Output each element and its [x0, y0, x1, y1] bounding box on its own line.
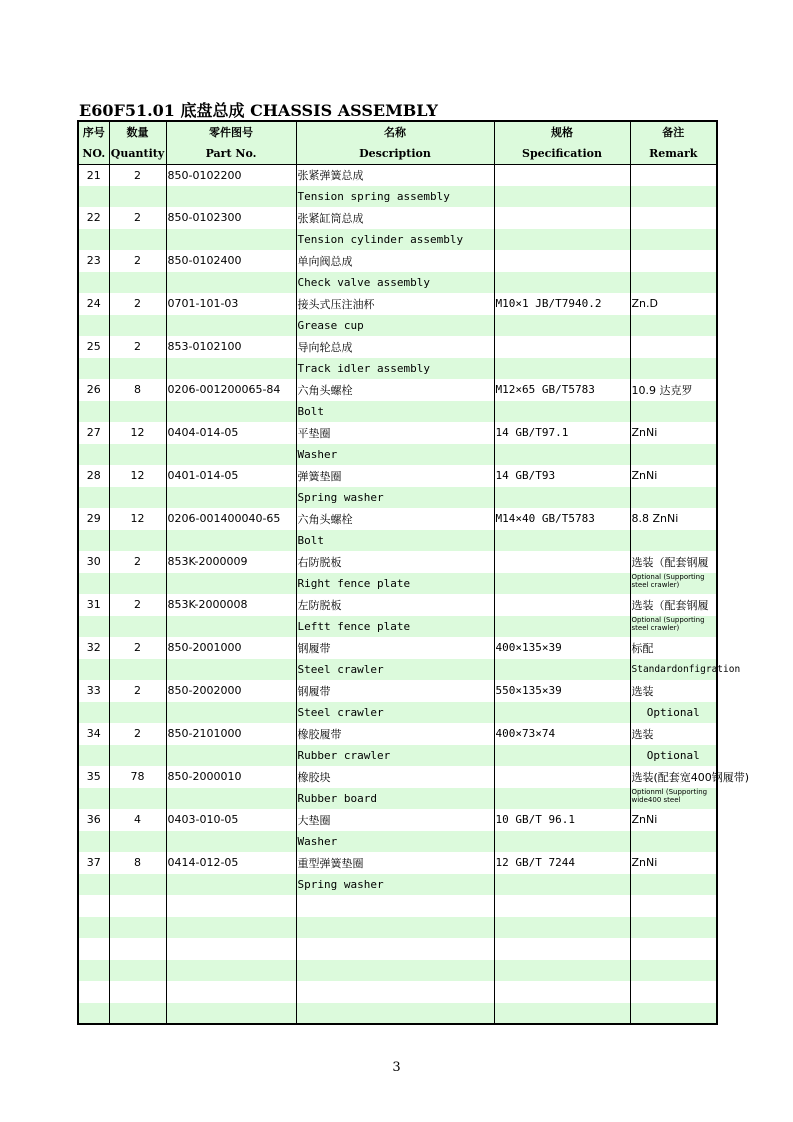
empty-cell	[166, 745, 296, 767]
header-no-en: NO.	[78, 143, 109, 165]
empty-cell	[166, 981, 296, 1003]
empty-cell	[109, 530, 166, 552]
item-quantity: 2	[109, 336, 166, 358]
header-name-cn: 名称	[296, 121, 494, 143]
empty-cell	[78, 895, 109, 917]
table-row-en	[78, 831, 717, 853]
item-remark: ZnNi	[630, 809, 717, 831]
empty-cell	[630, 917, 717, 939]
item-quantity: 12	[109, 508, 166, 530]
item-name-en: Steel crawler	[296, 659, 494, 681]
item-number: 34	[78, 723, 109, 745]
empty-cell	[78, 186, 109, 208]
table-row	[78, 164, 717, 186]
empty-cell	[494, 917, 630, 939]
item-remark	[630, 207, 717, 229]
empty-row	[78, 1003, 717, 1025]
item-remark: Zn.D	[630, 293, 717, 315]
table-row	[78, 680, 717, 702]
item-spec: M14×40 GB/T5783	[494, 508, 630, 530]
item-remark	[630, 164, 717, 186]
empty-cell	[166, 358, 296, 380]
table-row	[78, 852, 717, 874]
empty-cell	[494, 702, 630, 724]
empty-cell	[166, 831, 296, 853]
item-remark: ZnNi	[630, 422, 717, 444]
item-name-cn: 右防脱板	[296, 551, 494, 573]
item-part-number: 850-2002000	[166, 680, 296, 702]
item-name-en: Tension spring assembly	[296, 186, 494, 208]
empty-cell	[166, 659, 296, 681]
empty-cell	[166, 616, 296, 638]
item-quantity: 2	[109, 680, 166, 702]
empty-cell	[494, 186, 630, 208]
item-quantity: 8	[109, 379, 166, 401]
item-number: 32	[78, 637, 109, 659]
empty-cell	[166, 788, 296, 810]
empty-cell	[78, 229, 109, 251]
table-row	[78, 207, 717, 229]
item-number: 23	[78, 250, 109, 272]
empty-cell	[78, 981, 109, 1003]
item-remark: 选装	[630, 680, 717, 702]
empty-cell	[296, 895, 494, 917]
item-name-en: Right fence plate	[296, 573, 494, 595]
header-part-cn: 零件图号	[166, 121, 296, 143]
item-name-en: Spring washer	[296, 874, 494, 896]
empty-cell	[166, 272, 296, 294]
empty-cell	[78, 487, 109, 509]
item-name-en: Track idler assembly	[296, 358, 494, 380]
empty-cell	[109, 745, 166, 767]
empty-cell	[78, 573, 109, 595]
header-remark-cn: 备注	[630, 121, 717, 143]
table-row	[78, 465, 717, 487]
item-remark	[630, 250, 717, 272]
item-name-cn: 单向阀总成	[296, 250, 494, 272]
empty-cell	[78, 1003, 109, 1025]
empty-cell	[109, 831, 166, 853]
item-name-en: Rubber crawler	[296, 745, 494, 767]
empty-cell	[78, 745, 109, 767]
empty-cell	[630, 981, 717, 1003]
empty-cell	[166, 1003, 296, 1025]
empty-cell	[494, 1003, 630, 1025]
empty-cell	[494, 444, 630, 466]
item-part-number: 850-2000010	[166, 766, 296, 788]
item-name-en: Washer	[296, 831, 494, 853]
empty-cell	[296, 981, 494, 1003]
item-quantity: 2	[109, 637, 166, 659]
empty-cell	[109, 616, 166, 638]
empty-cell	[166, 938, 296, 960]
item-number: 37	[78, 852, 109, 874]
empty-cell	[296, 938, 494, 960]
item-quantity: 2	[109, 207, 166, 229]
item-name-en: Washer	[296, 444, 494, 466]
empty-row	[78, 895, 717, 917]
item-quantity: 2	[109, 723, 166, 745]
empty-cell	[78, 874, 109, 896]
item-spec: 14 GB/T97.1	[494, 422, 630, 444]
table-row-en	[78, 487, 717, 509]
table-row-en	[78, 874, 717, 896]
item-remark: ZnNi	[630, 852, 717, 874]
table-row	[78, 551, 717, 573]
empty-cell	[109, 487, 166, 509]
empty-cell	[78, 358, 109, 380]
empty-cell	[494, 960, 630, 982]
empty-cell	[166, 229, 296, 251]
empty-cell	[494, 229, 630, 251]
empty-cell	[630, 1003, 717, 1025]
item-remark-en	[630, 272, 717, 294]
header-qty-cn: 数量	[109, 121, 166, 143]
item-number: 35	[78, 766, 109, 788]
item-quantity: 12	[109, 422, 166, 444]
item-number: 26	[78, 379, 109, 401]
item-spec	[494, 250, 630, 272]
empty-cell	[78, 938, 109, 960]
item-number: 29	[78, 508, 109, 530]
empty-cell	[166, 444, 296, 466]
empty-cell	[166, 917, 296, 939]
item-spec	[494, 766, 630, 788]
item-part-number: 850-0102300	[166, 207, 296, 229]
item-name-en: Steel crawler	[296, 702, 494, 724]
table-row-en	[78, 401, 717, 423]
item-remark-en	[630, 401, 717, 423]
item-spec: 400×73×74	[494, 723, 630, 745]
item-part-number: 0414-012-05	[166, 852, 296, 874]
empty-cell	[494, 530, 630, 552]
empty-cell	[78, 315, 109, 337]
item-spec	[494, 164, 630, 186]
empty-cell	[494, 874, 630, 896]
table-row	[78, 809, 717, 831]
item-part-number: 853K-2000008	[166, 594, 296, 616]
item-part-number: 0701-101-03	[166, 293, 296, 315]
item-name-en: Grease cup	[296, 315, 494, 337]
empty-cell	[78, 272, 109, 294]
empty-cell	[166, 573, 296, 595]
item-number: 36	[78, 809, 109, 831]
item-name-cn: 橡胶块	[296, 766, 494, 788]
item-quantity: 78	[109, 766, 166, 788]
table-row	[78, 250, 717, 272]
empty-cell	[109, 960, 166, 982]
item-remark-en: Optional	[630, 702, 717, 724]
empty-cell	[166, 315, 296, 337]
item-name-cn: 重型弹簧垫圈	[296, 852, 494, 874]
item-part-number: 850-0102400	[166, 250, 296, 272]
empty-cell	[494, 659, 630, 681]
item-name-cn: 左防脱板	[296, 594, 494, 616]
item-spec	[494, 594, 630, 616]
document-title: E60F51.01 底盘总成 CHASSIS ASSEMBLY	[79, 101, 438, 120]
item-number: 27	[78, 422, 109, 444]
header-qty-en: Quantity	[109, 143, 166, 165]
empty-cell	[494, 745, 630, 767]
item-remark-en: Optional (Supporting steel crawler)	[630, 616, 717, 638]
table-row	[78, 766, 717, 788]
empty-cell	[78, 530, 109, 552]
empty-cell	[494, 358, 630, 380]
table-row-en	[78, 186, 717, 208]
empty-cell	[630, 895, 717, 917]
empty-row	[78, 981, 717, 1003]
empty-cell	[109, 573, 166, 595]
item-remark-en	[630, 874, 717, 896]
empty-cell	[109, 229, 166, 251]
item-part-number: 853-0102100	[166, 336, 296, 358]
empty-cell	[494, 831, 630, 853]
item-remark: ZnNi	[630, 465, 717, 487]
item-remark: 选装(配套宽400钢履带)	[630, 766, 717, 788]
empty-cell	[296, 917, 494, 939]
empty-cell	[109, 358, 166, 380]
empty-cell	[166, 895, 296, 917]
item-quantity: 12	[109, 465, 166, 487]
item-quantity: 2	[109, 164, 166, 186]
header-name-en: Description	[296, 143, 494, 165]
item-name-cn: 橡胶履带	[296, 723, 494, 745]
item-remark: 选装（配套钢履	[630, 594, 717, 616]
item-name-en: Leftt fence plate	[296, 616, 494, 638]
table-row-en	[78, 315, 717, 337]
item-name-en: Rubber board	[296, 788, 494, 810]
page-number: 3	[392, 1060, 401, 1075]
item-quantity: 2	[109, 594, 166, 616]
item-quantity: 2	[109, 551, 166, 573]
table-row-en	[78, 659, 717, 681]
empty-cell	[494, 895, 630, 917]
empty-cell	[494, 401, 630, 423]
empty-cell	[166, 186, 296, 208]
item-spec	[494, 336, 630, 358]
item-part-number: 853K-2000009	[166, 551, 296, 573]
empty-row	[78, 938, 717, 960]
empty-cell	[166, 960, 296, 982]
empty-cell	[630, 938, 717, 960]
item-remark: 选装	[630, 723, 717, 745]
table-row-en	[78, 788, 717, 810]
table-row	[78, 336, 717, 358]
empty-cell	[166, 401, 296, 423]
empty-cell	[109, 186, 166, 208]
item-remark-en	[630, 444, 717, 466]
empty-row	[78, 960, 717, 982]
table-row	[78, 594, 717, 616]
header-no-cn: 序号	[78, 121, 109, 143]
empty-cell	[78, 788, 109, 810]
item-remark-en: Optional (Supporting steel crawler)	[630, 573, 717, 595]
item-remark: 8.8 ZnNi	[630, 508, 717, 530]
empty-cell	[78, 702, 109, 724]
empty-cell	[109, 788, 166, 810]
empty-cell	[166, 530, 296, 552]
table-row	[78, 422, 717, 444]
table-row-en	[78, 358, 717, 380]
empty-row	[78, 917, 717, 939]
item-number: 25	[78, 336, 109, 358]
table-row-en	[78, 702, 717, 724]
item-part-number: 850-2001000	[166, 637, 296, 659]
item-number: 28	[78, 465, 109, 487]
table-row	[78, 379, 717, 401]
item-remark-en	[630, 229, 717, 251]
table-row	[78, 293, 717, 315]
item-remark-en	[630, 186, 717, 208]
item-spec	[494, 551, 630, 573]
table-row	[78, 637, 717, 659]
empty-cell	[78, 917, 109, 939]
header-row-cn	[78, 121, 717, 143]
empty-cell	[78, 444, 109, 466]
item-quantity: 2	[109, 293, 166, 315]
empty-cell	[494, 487, 630, 509]
empty-cell	[166, 487, 296, 509]
table-row	[78, 723, 717, 745]
table-row-en	[78, 530, 717, 552]
empty-cell	[494, 981, 630, 1003]
item-remark-en	[630, 315, 717, 337]
item-part-number: 850-2101000	[166, 723, 296, 745]
item-remark-en: Standardonfigration	[630, 659, 717, 681]
table-row-en	[78, 745, 717, 767]
item-spec: M12×65 GB/T5783	[494, 379, 630, 401]
empty-cell	[109, 659, 166, 681]
item-remark: 选装（配套钢履	[630, 551, 717, 573]
empty-cell	[109, 272, 166, 294]
item-spec: 400×135×39	[494, 637, 630, 659]
item-remark: 10.9 达克罗	[630, 379, 717, 401]
item-name-cn: 钢履带	[296, 680, 494, 702]
table-row-en	[78, 444, 717, 466]
item-part-number: 0206-001400040-65	[166, 508, 296, 530]
empty-cell	[109, 938, 166, 960]
item-name-cn: 导向轮总成	[296, 336, 494, 358]
empty-cell	[78, 659, 109, 681]
item-number: 33	[78, 680, 109, 702]
item-part-number: 0404-014-05	[166, 422, 296, 444]
empty-cell	[109, 981, 166, 1003]
item-part-number: 0403-010-05	[166, 809, 296, 831]
item-quantity: 2	[109, 250, 166, 272]
item-number: 24	[78, 293, 109, 315]
empty-cell	[296, 960, 494, 982]
item-spec: 14 GB/T93	[494, 465, 630, 487]
empty-cell	[166, 702, 296, 724]
item-name-cn: 六角头螺栓	[296, 508, 494, 530]
item-number: 30	[78, 551, 109, 573]
item-remark	[630, 336, 717, 358]
table-row-en	[78, 272, 717, 294]
item-spec: 10 GB/T 96.1	[494, 809, 630, 831]
item-remark-en	[630, 530, 717, 552]
empty-cell	[109, 1003, 166, 1025]
item-name-cn: 钢履带	[296, 637, 494, 659]
item-number: 31	[78, 594, 109, 616]
item-name-en: Bolt	[296, 530, 494, 552]
item-remark-en	[630, 831, 717, 853]
empty-cell	[494, 315, 630, 337]
item-part-number: 850-0102200	[166, 164, 296, 186]
header-spec-cn: 规格	[494, 121, 630, 143]
empty-cell	[109, 315, 166, 337]
empty-cell	[78, 960, 109, 982]
empty-cell	[494, 938, 630, 960]
item-name-cn: 弹簧垫圈	[296, 465, 494, 487]
item-remark-en	[630, 487, 717, 509]
empty-cell	[494, 573, 630, 595]
item-name-cn: 大垫圈	[296, 809, 494, 831]
empty-cell	[494, 788, 630, 810]
empty-cell	[78, 616, 109, 638]
parts-table-body	[78, 121, 750, 1024]
item-part-number: 0401-014-05	[166, 465, 296, 487]
item-name-cn: 张紧缸筒总成	[296, 207, 494, 229]
empty-cell	[109, 444, 166, 466]
item-remark-en: Optionml (Supporting wide400 steel	[630, 788, 717, 810]
empty-cell	[109, 917, 166, 939]
empty-cell	[109, 874, 166, 896]
item-name-cn: 六角头螺栓	[296, 379, 494, 401]
header-remark-en: Remark	[630, 143, 717, 165]
item-quantity: 8	[109, 852, 166, 874]
item-name-en: Spring washer	[296, 487, 494, 509]
empty-cell	[494, 272, 630, 294]
item-name-cn: 平垫圈	[296, 422, 494, 444]
item-name-cn: 张紧弹簧总成	[296, 164, 494, 186]
item-name-cn: 接头式压注油杯	[296, 293, 494, 315]
empty-cell	[296, 1003, 494, 1025]
item-remark-en: Optional	[630, 745, 717, 767]
item-number: 22	[78, 207, 109, 229]
item-number: 21	[78, 164, 109, 186]
empty-cell	[630, 960, 717, 982]
item-spec: M10×1 JB/T7940.2	[494, 293, 630, 315]
empty-cell	[109, 895, 166, 917]
table-row-en	[78, 229, 717, 251]
item-remark: 标配	[630, 637, 717, 659]
item-name-en: Check valve assembly	[296, 272, 494, 294]
item-spec: 12 GB/T 7244	[494, 852, 630, 874]
header-spec-en: Specification	[494, 143, 630, 165]
item-spec	[494, 207, 630, 229]
item-part-number: 0206-001200065-84	[166, 379, 296, 401]
table-row-en	[78, 616, 717, 638]
header-part-en: Part No.	[166, 143, 296, 165]
empty-cell	[78, 401, 109, 423]
table-row	[78, 508, 717, 530]
parts-table	[77, 120, 750, 1025]
item-name-en: Bolt	[296, 401, 494, 423]
table-row-en	[78, 573, 717, 595]
empty-cell	[109, 702, 166, 724]
empty-cell	[494, 616, 630, 638]
empty-cell	[166, 874, 296, 896]
empty-cell	[109, 401, 166, 423]
empty-cell	[78, 831, 109, 853]
item-spec: 550×135×39	[494, 680, 630, 702]
item-name-en: Tension cylinder assembly	[296, 229, 494, 251]
header-row-en	[78, 143, 717, 165]
item-remark-en	[630, 358, 717, 380]
item-quantity: 4	[109, 809, 166, 831]
